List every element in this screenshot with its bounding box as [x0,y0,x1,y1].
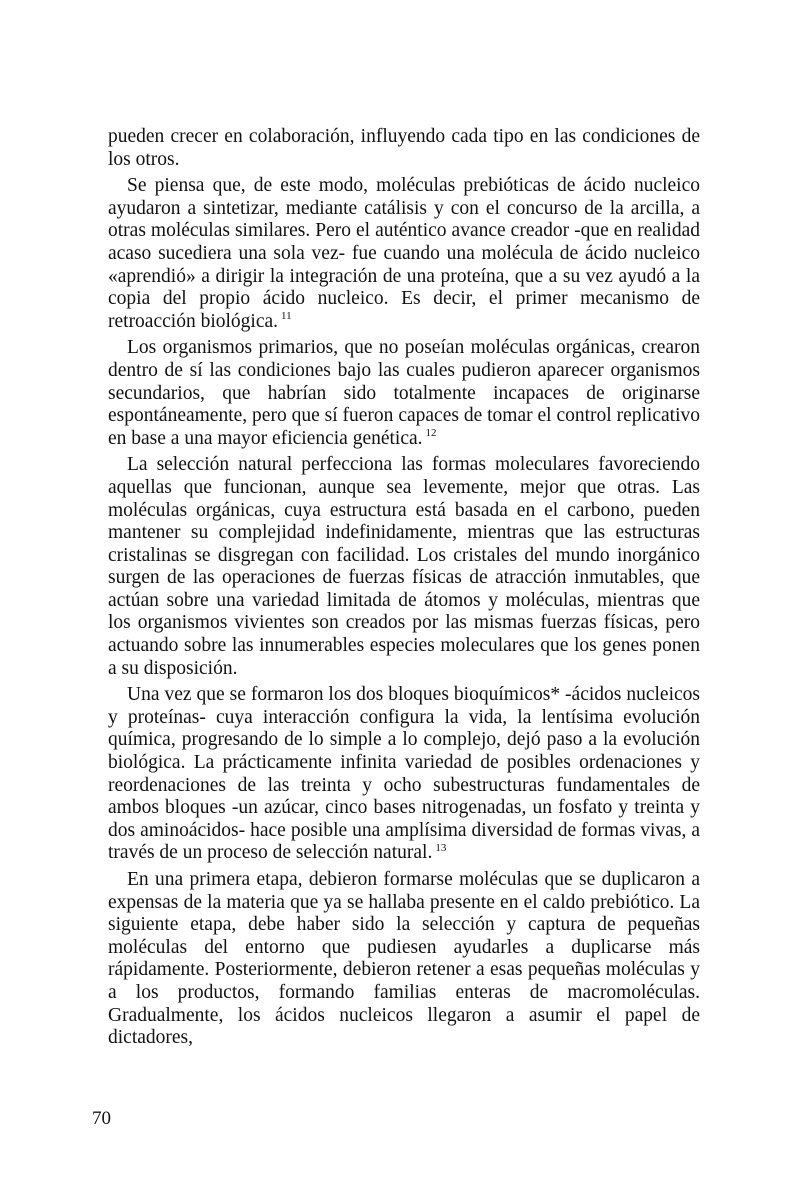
body-text [108,126,700,1054]
paragraph-4-text: La selección natural perfecciona las formas moleculares favoreciendo aquellas que funcionan, aunque sea levemente, mejor que otras. Las moléculas orgánicas, cuya estructura está basada en el carbono, pueden mantener su complejidad indefinidamente, mientras que las estructuras cristalinas se disgregan con facilidad. Los cristales del mundo inorgánico surgen de las operaciones de fuerzas físicas de atracción inmutables, que actúan sobre una variedad limitada de átomos y moléculas, mientras que los organismos vivientes son creados por las mismas fuerzas físicas, pero actuando sobre las innumerables especies moleculares que los genes ponen a su disposición. [108,454,700,679]
paragraph-3-text: Los organismos primarios, que no poseían moléculas orgánicas, crearon dentro de sí las condiciones bajo las cuales pudieron aparecer organismos secundarios, que habrían sido totalmente incapaces de originarse espontáneamente, pero que sí fueron capaces de tomar el control replicativo en base a una mayor eficiencia genética. [108,337,700,449]
footnote-marker-12: 12 [425,427,437,440]
paragraph-5 [108,684,700,865]
paragraph-2-text: Se piensa que, de este modo, moléculas prebióticas de ácido nucleico ayudaron a sintetizar, mediante catálisis y con el concurso de la arcilla, a otras moléculas similares. Pero el auténtico avance creador -que en realidad acaso sucediera una sola vez- fue cuando una molécula de ácido nucleico «aprendió» a dirigir la integración de una proteína, que a su vez ayudó a la copia del propio ácido nucleico. Es decir, el primer mecanismo de retroacción biológica. [108,175,700,332]
footnote-marker-13: 13 [435,841,447,854]
paragraph-1 [108,126,700,171]
paragraph-1-text: pueden crecer en colaboración, influyendo cada tipo en las condiciones de los otros. [108,126,700,170]
footnote-marker-11: 11 [281,310,292,323]
paragraph-6-text: En una primera etapa, debieron formarse moléculas que se duplicaron a expensas de la materia que ya se hallaba presente en el caldo prebiótico. La siguiente etapa, debe haber sido la selección y captura de pequeñas moléculas del entorno que pudiesen ayudarles a duplicarse más rápidamente. Posteriormente, debieron retener a esas pequeñas moléculas y a los productos, formando familias enteras de macromoléculas. Gradualmente, los ácidos nucleicos llegaron a asumir el papel de dictadores, [108,869,700,1049]
paragraph-6 [108,869,700,1050]
paragraph-4 [108,454,700,680]
page-number: 70 [92,1108,111,1129]
paragraph-5-text: Una vez que se formaron los dos bloques bioquímicos* -ácidos nucleicos y proteínas- cuya interacción configura la vida, la lentísima evolución química, progresando de lo simple a lo complejo, dejó paso a la evolución biológica. La prácticamente infinita variedad de posibles ordenaciones y reordenaciones de las treinta y ocho subestructuras fundamentales de ambos bloques -un azúcar, cinco bases nitrogenadas, un fosfato y treinta y dos aminoácidos- hace posible una amplísima diversidad de formas vivas, a través de un proceso de selección natural. [108,684,700,864]
paragraph-2 [108,175,700,333]
paragraph-3 [108,337,700,450]
